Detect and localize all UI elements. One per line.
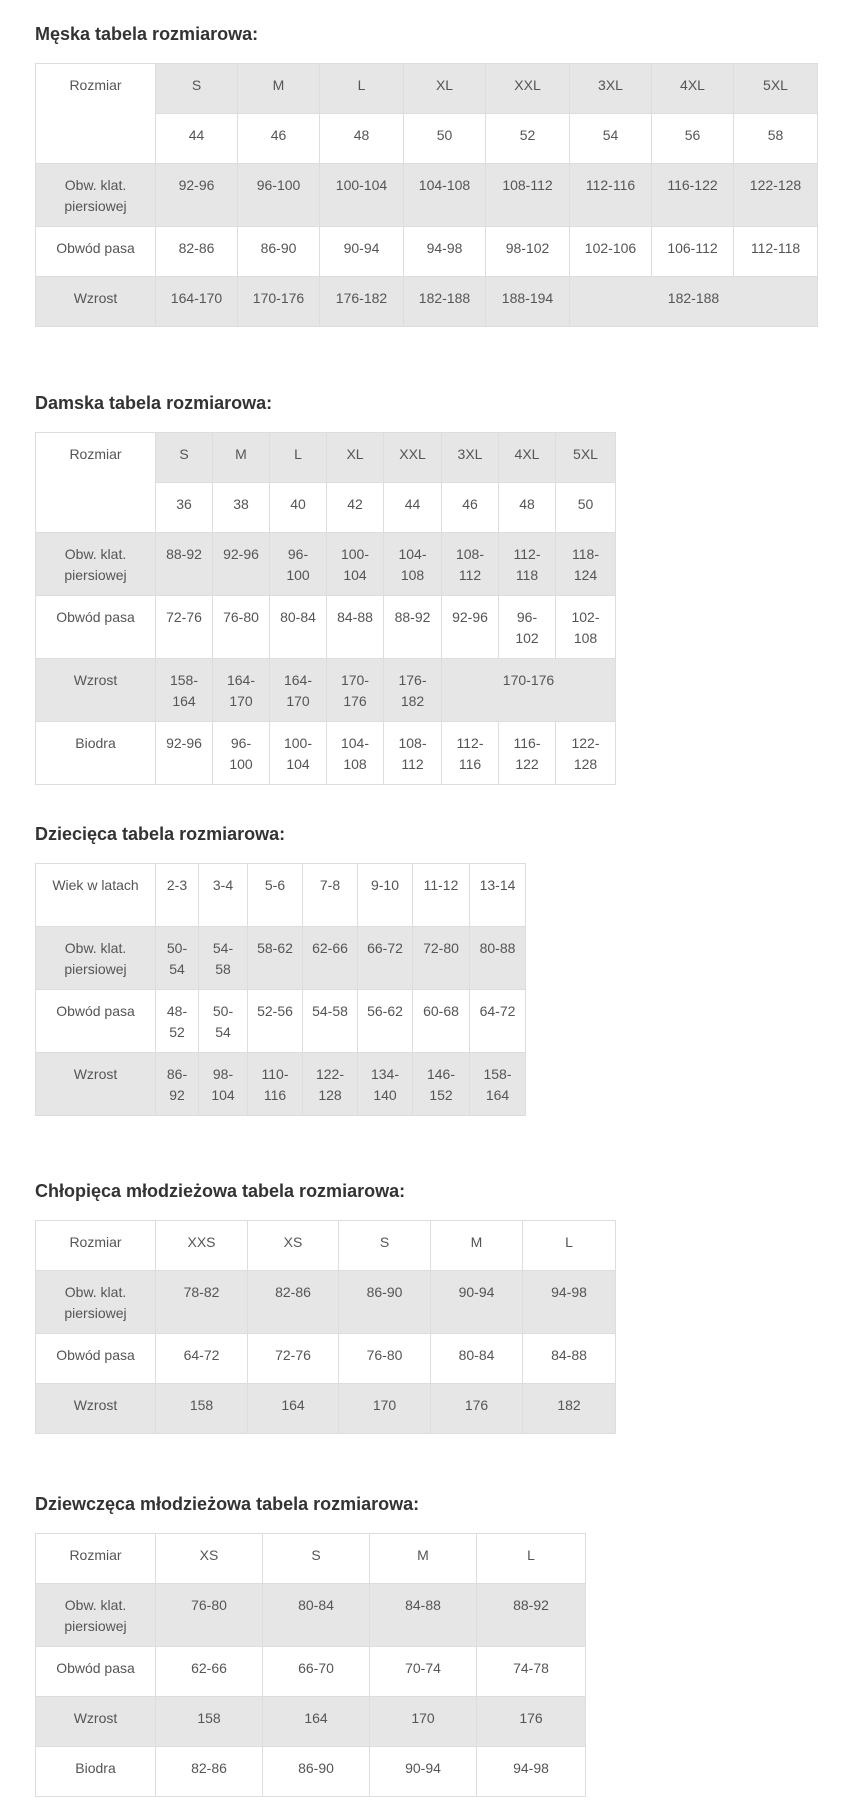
- men-chest-label: Obw. klat. piersiowej: [36, 164, 156, 227]
- table-cell: 64-72: [156, 1334, 248, 1384]
- table-cell: 80-84: [431, 1334, 523, 1384]
- men-size-table: [35, 63, 818, 327]
- table-cell: 40: [270, 483, 327, 533]
- girls-chest-label: Obw. klat. piersiowej: [36, 1584, 156, 1647]
- table-cell: 86-90: [238, 227, 320, 277]
- women-chest-label: Obw. klat. piersiowej: [36, 533, 156, 596]
- table-cell: 5XL: [556, 433, 616, 483]
- table-cell: 98-104: [199, 1053, 248, 1116]
- table-cell: XL: [404, 64, 486, 114]
- table-cell: 96-100: [238, 164, 320, 227]
- table-cell: 44: [156, 114, 238, 164]
- table-cell: S: [156, 433, 213, 483]
- table-cell: XXS: [156, 1221, 248, 1271]
- table-cell: L: [270, 433, 327, 483]
- table-cell: 82-86: [248, 1271, 339, 1334]
- table-cell: 188-194: [486, 277, 570, 327]
- table-cell: 90-94: [431, 1271, 523, 1334]
- table-cell: 116-122: [652, 164, 734, 227]
- table-cell: 9-10: [358, 864, 413, 927]
- table-cell: 66-70: [263, 1647, 370, 1697]
- women-table-title: Damska tabela rozmiarowa:: [35, 393, 273, 413]
- table-cell: 90-94: [370, 1747, 477, 1797]
- boys-size-table: [35, 1220, 616, 1434]
- table-cell: 102-108: [556, 596, 616, 659]
- table-cell: 100-104: [270, 722, 327, 785]
- table-cell: 108-112: [384, 722, 442, 785]
- table-cell: 52-56: [248, 990, 303, 1053]
- table-cell: 54-58: [303, 990, 358, 1053]
- girls-table-title: Dziewczęca młodzieżowa tabela rozmiarowa:: [35, 1494, 420, 1514]
- table-cell: 164-170: [213, 659, 270, 722]
- table-cell: XL: [327, 433, 384, 483]
- kids-waist-label: Obwód pasa: [36, 990, 156, 1053]
- kids-chest-label: Obw. klat. piersiowej: [36, 927, 156, 990]
- table-cell: 42: [327, 483, 384, 533]
- girls-size-label: Rozmiar: [36, 1534, 156, 1584]
- table-cell: 112-118: [499, 533, 556, 596]
- table-cell: 76-80: [213, 596, 270, 659]
- table-cell: 116-122: [499, 722, 556, 785]
- table-cell: 176-182: [384, 659, 442, 722]
- table-cell: 86-92: [156, 1053, 199, 1116]
- table-cell: 84-88: [327, 596, 384, 659]
- table-cell: 62-66: [303, 927, 358, 990]
- table-cell: 86-90: [339, 1271, 431, 1334]
- table-cell: 164-170: [156, 277, 238, 327]
- table-cell: S: [156, 64, 238, 114]
- table-cell: 122-128: [303, 1053, 358, 1116]
- table-cell: 7-8: [303, 864, 358, 927]
- table-cell: S: [339, 1221, 431, 1271]
- girls-hips-label: Biodra: [36, 1747, 156, 1797]
- table-cell: 134-140: [358, 1053, 413, 1116]
- table-cell: L: [320, 64, 404, 114]
- girls-size-table: [35, 1533, 586, 1797]
- boys-table-title: Chłopięca młodzieżowa tabela rozmiarowa:: [35, 1181, 406, 1201]
- table-cell: 3XL: [442, 433, 499, 483]
- table-cell: 72-76: [248, 1334, 339, 1384]
- table-cell: 104-108: [404, 164, 486, 227]
- table-cell: 80-84: [270, 596, 327, 659]
- table-cell: 4XL: [652, 64, 734, 114]
- table-cell: 104-108: [384, 533, 442, 596]
- table-cell: 72-76: [156, 596, 213, 659]
- table-cell: 4XL: [499, 433, 556, 483]
- table-cell: 54-58: [199, 927, 248, 990]
- table-cell: 182-188: [404, 277, 486, 327]
- table-cell: XS: [248, 1221, 339, 1271]
- table-cell: 92-96: [442, 596, 499, 659]
- table-cell: 2-3: [156, 864, 199, 927]
- table-cell: 110-116: [248, 1053, 303, 1116]
- table-cell: 54: [570, 114, 652, 164]
- table-cell: 170-176: [238, 277, 320, 327]
- table-cell: 96-102: [499, 596, 556, 659]
- table-cell: 82-86: [156, 1747, 263, 1797]
- table-cell: 80-84: [263, 1584, 370, 1647]
- table-cell: 3-4: [199, 864, 248, 927]
- table-cell: 88-92: [156, 533, 213, 596]
- table-cell-merged: 182-188: [570, 277, 818, 327]
- table-cell: 60-68: [413, 990, 470, 1053]
- boys-size-label: Rozmiar: [36, 1221, 156, 1271]
- table-cell-merged: 170-176: [442, 659, 616, 722]
- table-cell: 58: [734, 114, 818, 164]
- table-cell: 36: [156, 483, 213, 533]
- boys-chest-label: Obw. klat. piersiowej: [36, 1271, 156, 1334]
- table-cell: 92-96: [156, 722, 213, 785]
- table-cell: L: [477, 1534, 586, 1584]
- table-cell: 62-66: [156, 1647, 263, 1697]
- girls-height-label: Wzrost: [36, 1697, 156, 1747]
- table-cell: 92-96: [213, 533, 270, 596]
- table-cell: 48: [499, 483, 556, 533]
- table-cell: 100-104: [320, 164, 404, 227]
- table-cell: 176: [477, 1697, 586, 1747]
- table-cell: 50: [404, 114, 486, 164]
- table-cell: 48-52: [156, 990, 199, 1053]
- table-cell: 96-100: [270, 533, 327, 596]
- table-cell: 170: [339, 1384, 431, 1434]
- women-hips-label: Biodra: [36, 722, 156, 785]
- table-cell: 5-6: [248, 864, 303, 927]
- table-cell: 76-80: [156, 1584, 263, 1647]
- table-cell: 158: [156, 1384, 248, 1434]
- table-cell: 50-54: [199, 990, 248, 1053]
- table-cell: 78-82: [156, 1271, 248, 1334]
- women-waist-label: Obwód pasa: [36, 596, 156, 659]
- boys-waist-label: Obwód pasa: [36, 1334, 156, 1384]
- table-cell: 74-78: [477, 1647, 586, 1697]
- kids-table-title: Dziecięca tabela rozmiarowa:: [35, 824, 286, 844]
- table-cell: 118-124: [556, 533, 616, 596]
- table-cell: 76-80: [339, 1334, 431, 1384]
- table-cell: 104-108: [327, 722, 384, 785]
- table-cell: 112-116: [570, 164, 652, 227]
- table-cell: 50: [556, 483, 616, 533]
- table-cell: 84-88: [370, 1584, 477, 1647]
- table-cell: 82-86: [156, 227, 238, 277]
- table-cell: 88-92: [384, 596, 442, 659]
- table-cell: 164: [263, 1697, 370, 1747]
- table-cell: 100-104: [327, 533, 384, 596]
- table-cell: 50-54: [156, 927, 199, 990]
- table-cell: 176-182: [320, 277, 404, 327]
- kids-height-label: Wzrost: [36, 1053, 156, 1116]
- table-cell: 170-176: [327, 659, 384, 722]
- table-cell: 48: [320, 114, 404, 164]
- table-cell: 56: [652, 114, 734, 164]
- table-cell: 112-118: [734, 227, 818, 277]
- table-cell: M: [238, 64, 320, 114]
- table-cell: 84-88: [523, 1334, 616, 1384]
- women-height-label: Wzrost: [36, 659, 156, 722]
- table-cell: 170: [370, 1697, 477, 1747]
- table-cell: 70-74: [370, 1647, 477, 1697]
- table-cell: 122-128: [556, 722, 616, 785]
- table-cell: 106-112: [652, 227, 734, 277]
- table-cell: L: [523, 1221, 616, 1271]
- table-cell: 72-80: [413, 927, 470, 990]
- table-cell: 108-112: [442, 533, 499, 596]
- table-cell: 96-100: [213, 722, 270, 785]
- kids-age-label: Wiek w latach: [36, 864, 156, 927]
- table-cell: 98-102: [486, 227, 570, 277]
- table-cell: 94-98: [404, 227, 486, 277]
- table-cell: 122-128: [734, 164, 818, 227]
- table-cell: 90-94: [320, 227, 404, 277]
- table-cell: 102-106: [570, 227, 652, 277]
- table-cell: XS: [156, 1534, 263, 1584]
- women-size-table: [35, 432, 616, 785]
- table-cell: 38: [213, 483, 270, 533]
- table-cell: 86-90: [263, 1747, 370, 1797]
- table-cell: 66-72: [358, 927, 413, 990]
- table-cell: 46: [442, 483, 499, 533]
- table-cell: 158-164: [470, 1053, 526, 1116]
- table-cell: 92-96: [156, 164, 238, 227]
- table-cell: 52: [486, 114, 570, 164]
- table-cell: 164: [248, 1384, 339, 1434]
- table-cell: XXL: [384, 433, 442, 483]
- women-size-label: Rozmiar: [36, 433, 156, 533]
- table-cell: 80-88: [470, 927, 526, 990]
- kids-size-table: [35, 863, 526, 1116]
- table-cell: XXL: [486, 64, 570, 114]
- table-cell: 112-116: [442, 722, 499, 785]
- table-cell: 56-62: [358, 990, 413, 1053]
- table-cell: 158: [156, 1697, 263, 1747]
- table-cell: 13-14: [470, 864, 526, 927]
- table-cell: M: [431, 1221, 523, 1271]
- table-cell: 3XL: [570, 64, 652, 114]
- boys-height-label: Wzrost: [36, 1384, 156, 1434]
- table-cell: 108-112: [486, 164, 570, 227]
- table-cell: S: [263, 1534, 370, 1584]
- table-cell: 58-62: [248, 927, 303, 990]
- table-cell: 46: [238, 114, 320, 164]
- men-waist-label: Obwód pasa: [36, 227, 156, 277]
- table-cell: 5XL: [734, 64, 818, 114]
- table-cell: 88-92: [477, 1584, 586, 1647]
- men-size-label: Rozmiar: [36, 64, 156, 164]
- table-cell: 11-12: [413, 864, 470, 927]
- men-table-title: Męska tabela rozmiarowa:: [35, 24, 259, 44]
- table-cell: 176: [431, 1384, 523, 1434]
- table-cell: 164-170: [270, 659, 327, 722]
- table-cell: M: [213, 433, 270, 483]
- table-cell: 44: [384, 483, 442, 533]
- table-cell: 146-152: [413, 1053, 470, 1116]
- men-height-label: Wzrost: [36, 277, 156, 327]
- table-cell: M: [370, 1534, 477, 1584]
- table-cell: 94-98: [523, 1271, 616, 1334]
- table-cell: 158-164: [156, 659, 213, 722]
- girls-waist-label: Obwód pasa: [36, 1647, 156, 1697]
- table-cell: 94-98: [477, 1747, 586, 1797]
- table-cell: 182: [523, 1384, 616, 1434]
- table-cell: 64-72: [470, 990, 526, 1053]
